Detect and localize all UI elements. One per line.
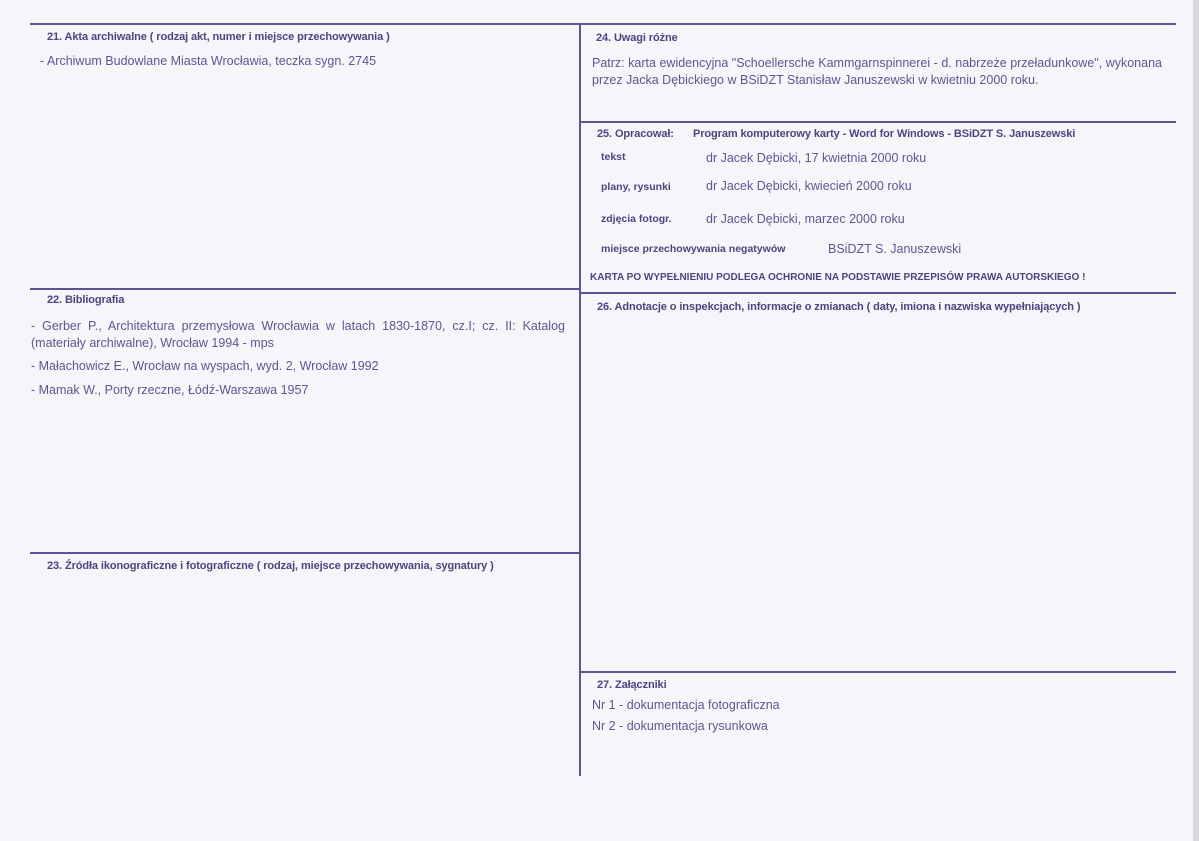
section-23-heading: 23. Źródła ikonograficzne i fotograficzne ( rodzaj, miejsce przechowywania, sygnatury ) xyxy=(47,560,494,572)
bibliography-item: - Mamak W., Porty rzeczne, Łódź-Warszawa 1957 xyxy=(31,383,309,397)
section-27-heading: 27. Załączniki xyxy=(597,679,667,691)
row-label-photos: zdjęcia fotogr. xyxy=(601,213,672,225)
row-value-drawings: dr Jacek Dębicki, kwiecień 2000 roku xyxy=(706,179,912,193)
divider-26-27 xyxy=(580,671,1176,673)
row-value-text: dr Jacek Dębicki, 17 kwietnia 2000 roku xyxy=(706,151,927,165)
row-label-drawings: plany, rysunki xyxy=(601,181,671,193)
bibliography-item: - Gerber P., Architektura przemysłowa Wrocławia w latach 1830-1870, cz.I; cz. II: Katalog (materiały archiwalne), Wrocław 1994 - mps xyxy=(31,319,565,350)
row-label-text: tekst xyxy=(601,151,626,163)
section-21-heading: 21. Akta archiwalne ( rodzaj akt, numer i miejsce przechowywania ) xyxy=(47,31,390,43)
divider-22-23 xyxy=(30,552,580,554)
section-22-heading: 22. Bibliografia xyxy=(47,294,125,306)
row-value-negatives: BSiDZT S. Januszewski xyxy=(828,242,962,256)
attachment-item: Nr 2 - dokumentacja rysunkowa xyxy=(592,719,768,733)
section-24-heading: 24. Uwagi różne xyxy=(596,32,678,44)
section-21-entry: - Archiwum Budowlane Miasta Wrocławia, teczka sygn. 2745 xyxy=(40,54,377,68)
section-24-text: Patrz: karta ewidencyjna "Schoellersche Kammgarnspinnerei - d. nabrzeże przeładunkowe", wykonana przez Jacka Dębickiego w BSiDZT Stanisław Januszewski w kwietniu 2000 roku. xyxy=(592,56,1162,87)
attachment-item: Nr 1 - dokumentacja fotograficzna xyxy=(592,698,780,712)
center-divider xyxy=(579,24,581,776)
row-label-negatives: miejsce przechowywania negatywów xyxy=(601,243,786,255)
bibliography-item: - Małachowicz E., Wrocław na wyspach, wyd. 2, Wrocław 1992 xyxy=(31,359,379,373)
divider-21-22 xyxy=(30,288,580,290)
copyright-notice: KARTA PO WYPEŁNIENIU PODLEGA OCHRONIE NA PODSTAWIE PRZEPISÓW PRAWA AUTORSKIEGO ! xyxy=(590,272,1086,283)
section-25-heading: 25. Opracował: xyxy=(597,128,674,140)
section-25-program: Program komputerowy karty - Word for Windows - BSiDZT S. Januszewski xyxy=(693,128,1076,140)
section-26-heading: 26. Adnotacje o inspekcjach, informacje o zmianach ( daty, imiona i nazwiska wypełniających ) xyxy=(597,301,1081,313)
row-value-photos: dr Jacek Dębicki, marzec 2000 roku xyxy=(706,212,905,226)
top-border xyxy=(30,23,1176,25)
card-edge xyxy=(1193,0,1199,841)
divider-24-25 xyxy=(580,121,1176,123)
divider-25-26 xyxy=(580,292,1176,294)
